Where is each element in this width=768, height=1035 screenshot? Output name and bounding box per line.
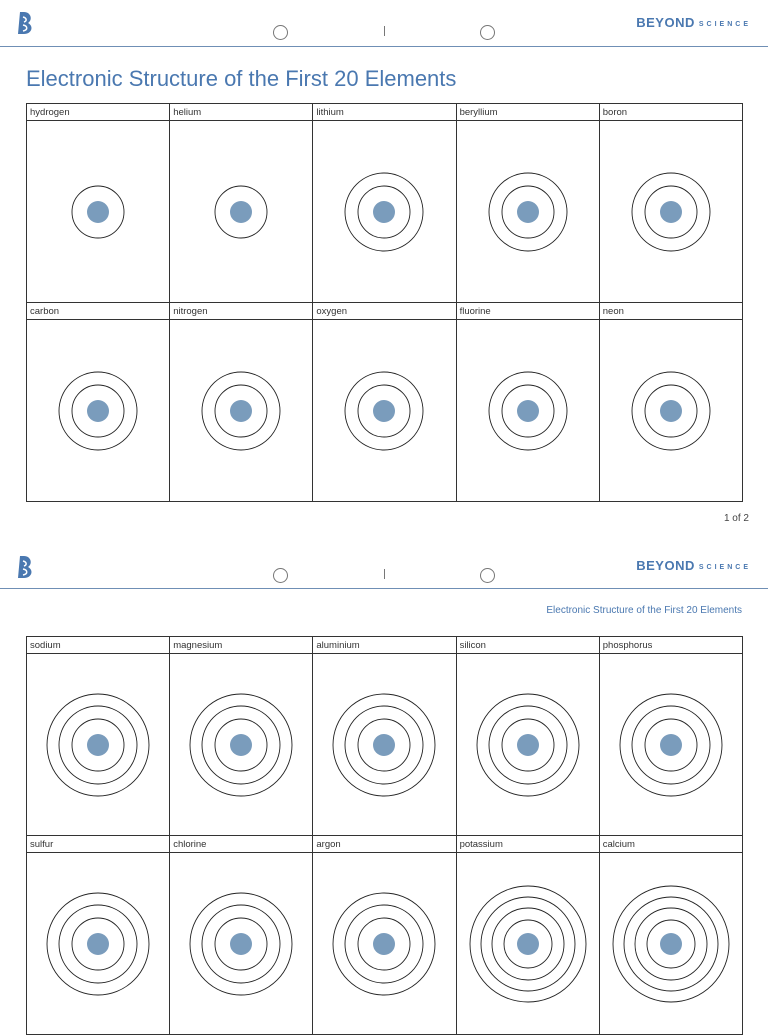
- element-name: magnesium: [170, 637, 312, 654]
- bohr-diagram: [600, 121, 742, 302]
- element-name: nitrogen: [170, 303, 312, 320]
- nucleus: [87, 734, 109, 756]
- nucleus: [230, 201, 252, 223]
- element-name: sodium: [27, 637, 169, 654]
- element-cell: [457, 303, 600, 502]
- page-number: 1 of 2: [723, 513, 749, 524]
- nucleus: [373, 201, 395, 223]
- element-cell: [170, 637, 313, 836]
- bohr-diagram: [27, 320, 169, 501]
- element-name: oxygen: [313, 303, 455, 320]
- punch-hole: [273, 25, 288, 40]
- element-name: sulfur: [27, 836, 169, 853]
- electron-shells-icon: [601, 142, 741, 282]
- bohr-diagram: [457, 121, 599, 302]
- center-mark: [384, 26, 385, 36]
- element-name: carbon: [27, 303, 169, 320]
- electron-shells-icon: [458, 341, 598, 481]
- element-name: boron: [600, 104, 742, 121]
- element-cell: [313, 104, 456, 303]
- element-grid-page2: [26, 636, 743, 1035]
- element-cell: [457, 836, 600, 1035]
- bohr-diagram: [313, 320, 455, 501]
- bohr-diagram: [170, 320, 312, 501]
- page2-header: [0, 542, 768, 589]
- element-name: fluorine: [457, 303, 599, 320]
- element-row: [27, 104, 743, 303]
- element-cell: [27, 104, 170, 303]
- element-row: [27, 303, 743, 502]
- element-grid-page1: [26, 103, 743, 502]
- bohr-diagram: [457, 853, 599, 1034]
- nucleus: [230, 400, 252, 422]
- nucleus: [230, 933, 252, 955]
- element-cell: [457, 104, 600, 303]
- nucleus: [660, 400, 682, 422]
- element-cell: [313, 303, 456, 502]
- element-cell: [27, 637, 170, 836]
- element-cell: [313, 637, 456, 836]
- element-cell: [170, 303, 313, 502]
- nucleus: [660, 201, 682, 223]
- bohr-diagram: [313, 121, 455, 302]
- bohr-diagram: [27, 121, 169, 302]
- center-mark: [384, 569, 385, 579]
- element-cell: [457, 637, 600, 836]
- electron-shells-icon: [314, 142, 454, 282]
- element-name: phosphorus: [600, 637, 742, 654]
- bohr-diagram: [27, 853, 169, 1034]
- bohr-diagram: [313, 654, 455, 835]
- element-name: potassium: [457, 836, 599, 853]
- element-name: chlorine: [170, 836, 312, 853]
- element-name: neon: [600, 303, 742, 320]
- nucleus: [87, 201, 109, 223]
- nucleus: [87, 933, 109, 955]
- nucleus: [660, 734, 682, 756]
- bohr-diagram: [170, 121, 312, 302]
- nucleus: [373, 933, 395, 955]
- punch-hole: [480, 25, 495, 40]
- electron-shells-icon: [458, 142, 598, 282]
- page-title: Electronic Structure of the First 20 Elements: [26, 66, 457, 91]
- element-cell: [600, 303, 743, 502]
- electron-shells-icon: [314, 341, 454, 481]
- punch-hole: [480, 568, 495, 583]
- bohr-diagram: [600, 853, 742, 1034]
- element-cell: [27, 303, 170, 502]
- nucleus: [373, 734, 395, 756]
- electron-shells-icon: [314, 675, 454, 815]
- brand-wordmark: BEYOND SCIENCE: [636, 558, 751, 573]
- nucleus: [87, 400, 109, 422]
- element-name: calcium: [600, 836, 742, 853]
- element-name: aluminium: [313, 637, 455, 654]
- element-cell: [170, 836, 313, 1035]
- nucleus: [230, 734, 252, 756]
- element-cell: [170, 104, 313, 303]
- element-name: beryllium: [457, 104, 599, 121]
- electron-shells-icon: [601, 675, 741, 815]
- nucleus: [660, 933, 682, 955]
- electron-shells-icon: [458, 675, 598, 815]
- electron-shells-icon: [28, 874, 168, 1014]
- beyond-logo-icon: [14, 10, 36, 36]
- element-name: argon: [313, 836, 455, 853]
- electron-shells-icon: [601, 341, 741, 481]
- bohr-diagram: [313, 853, 455, 1034]
- bohr-diagram: [27, 654, 169, 835]
- beyond-logo-icon: [14, 554, 36, 580]
- brand-wordmark: BEYOND SCIENCE: [636, 15, 751, 30]
- electron-shells-icon: [171, 341, 311, 481]
- bohr-diagram: [600, 654, 742, 835]
- element-row: [27, 637, 743, 836]
- electron-shells-icon: [601, 874, 741, 1014]
- punch-hole: [273, 568, 288, 583]
- element-name: hydrogen: [27, 104, 169, 121]
- element-cell: [313, 836, 456, 1035]
- bohr-diagram: [170, 853, 312, 1034]
- electron-shells-icon: [171, 675, 311, 815]
- electron-shells-icon: [314, 874, 454, 1014]
- element-row: [27, 836, 743, 1035]
- element-name: helium: [170, 104, 312, 121]
- nucleus: [517, 400, 539, 422]
- electron-shells-icon: [171, 874, 311, 1014]
- page1-header: [0, 0, 768, 47]
- nucleus: [517, 734, 539, 756]
- element-cell: [600, 104, 743, 303]
- nucleus: [373, 400, 395, 422]
- element-cell: [27, 836, 170, 1035]
- bohr-diagram: [170, 654, 312, 835]
- bohr-diagram: [600, 320, 742, 501]
- electron-shells-icon: [28, 675, 168, 815]
- bohr-diagram: [457, 654, 599, 835]
- electron-shells-icon: [28, 341, 168, 481]
- electron-shells-icon: [171, 142, 311, 282]
- electron-shells-icon: [28, 142, 168, 282]
- electron-shells-icon: [458, 874, 598, 1014]
- nucleus: [517, 933, 539, 955]
- element-name: silicon: [457, 637, 599, 654]
- element-cell: [600, 637, 743, 836]
- running-title: Electronic Structure of the First 20 Elements: [546, 605, 742, 616]
- element-cell: [600, 836, 743, 1035]
- element-name: lithium: [313, 104, 455, 121]
- bohr-diagram: [457, 320, 599, 501]
- nucleus: [517, 201, 539, 223]
